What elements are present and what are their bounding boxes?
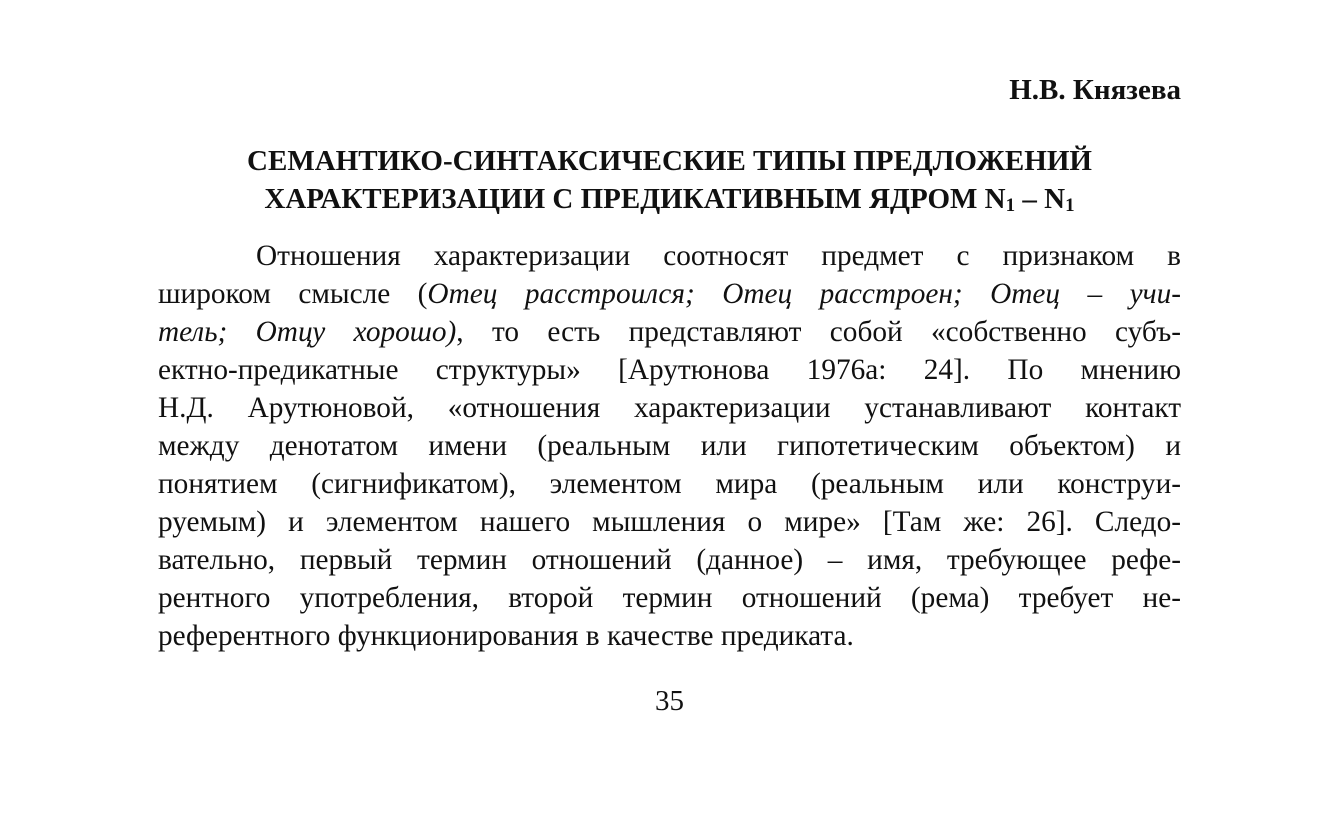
- title-dash-text: – N: [1015, 183, 1066, 215]
- paragraph-line: [158, 275, 1181, 313]
- example-italic: тель; Отцу хорошо): [158, 316, 457, 348]
- paragraph-line: референтного функционирования в качестве предиката.: [158, 620, 854, 652]
- title-line-2: [158, 180, 1181, 218]
- paragraph-text: , то есть представляют собой «собственно субъ-: [456, 316, 1181, 348]
- author-name: Н.В. Князева: [1009, 74, 1181, 106]
- article-title: [158, 142, 1181, 218]
- title-subscript: 1: [1065, 195, 1075, 216]
- title-subscript: 1: [1005, 195, 1016, 216]
- paragraph-line: понятием (сигнификатом), элементом мира (реальным или конструи-: [158, 468, 1181, 500]
- paragraph-line: Н.Д. Арутюновой, «отношения характеризации устанавливают контакт: [158, 392, 1181, 424]
- title-line-2-text: ХАРАКТЕРИЗАЦИИ С ПРЕДИКАТИВНЫМ ЯДРОМ N: [264, 183, 1006, 215]
- paragraph-line: руемым) и элементом нашего мышления о мире» [Там же: 26]. Следо-: [158, 506, 1181, 538]
- example-italic: Отец расстроился; Отец расстроен; Отец – учи-: [427, 278, 1181, 310]
- paragraph-line: Отношения характеризации соотносят предмет с признаком в: [256, 240, 1181, 272]
- paragraph-line: между денотатом имени (реальным или гипотетическим объектом) и: [158, 430, 1181, 462]
- paragraph-line: ектно-предикатные структуры» [Арутюнова 1976а: 24]. По мнению: [158, 354, 1181, 386]
- body-paragraph: [158, 237, 1181, 655]
- paragraph-line: вательно, первый термин отношений (данное) – имя, требующее рефе-: [158, 544, 1181, 576]
- page-number: 35: [655, 685, 684, 717]
- paragraph-line: рентного употребления, второй термин отношений (рема) требует не-: [158, 582, 1181, 614]
- title-line-1: СЕМАНТИКО-СИНТАКСИЧЕСКИЕ ТИПЫ ПРЕДЛОЖЕНИЙ: [247, 145, 1092, 177]
- paragraph-line: [158, 313, 1181, 351]
- paragraph-text: широком смысле (: [158, 278, 428, 310]
